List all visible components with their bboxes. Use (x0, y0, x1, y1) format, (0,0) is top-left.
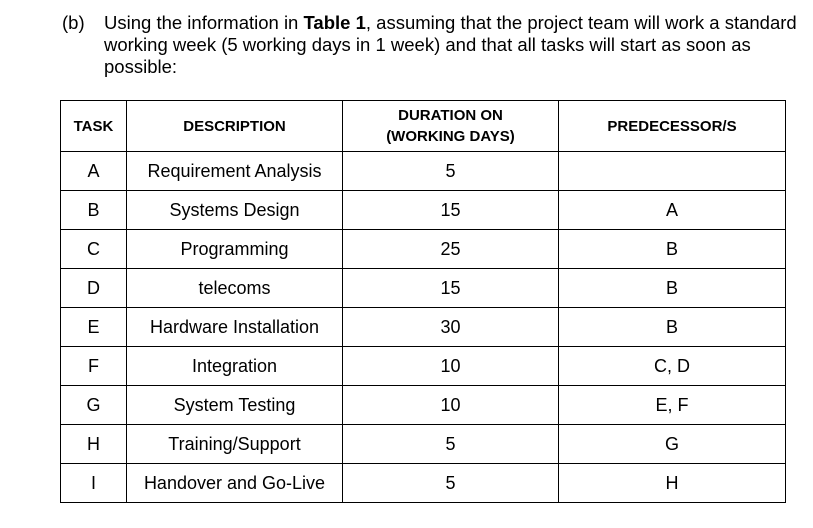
table-row (61, 308, 786, 347)
header-duration-line1: DURATION ON (398, 107, 503, 124)
cell-description: Integration (127, 347, 343, 386)
header-task: TASK (61, 101, 127, 152)
cell-description: Requirement Analysis (127, 152, 343, 191)
question-table-reference: Table 1 (303, 12, 366, 33)
table-row (61, 386, 786, 425)
header-duration (343, 101, 559, 152)
table-row (61, 347, 786, 386)
question-text (104, 12, 802, 78)
cell-description: Systems Design (127, 191, 343, 230)
task-table (60, 100, 786, 503)
cell-predecessor: B (559, 308, 786, 347)
question-text-after: , assuming that the project team will work a standard working week (5 working days in 1 week) and that all tasks will start as soon as possible: (104, 12, 797, 77)
header-predecessor: PREDECESSOR/S (559, 101, 786, 152)
table-row (61, 191, 786, 230)
header-description: DESCRIPTION (127, 101, 343, 152)
cell-task: C (61, 230, 127, 269)
cell-predecessor (559, 152, 786, 191)
question-text-before: Using the information in (104, 12, 304, 33)
cell-task: B (61, 191, 127, 230)
question-paragraph (62, 12, 802, 78)
cell-duration: 5 (343, 152, 559, 191)
cell-task: I (61, 464, 127, 503)
cell-task: D (61, 269, 127, 308)
cell-duration: 15 (343, 269, 559, 308)
table-row (61, 152, 786, 191)
cell-predecessor: A (559, 191, 786, 230)
cell-duration: 5 (343, 464, 559, 503)
cell-duration: 25 (343, 230, 559, 269)
cell-predecessor: H (559, 464, 786, 503)
cell-task: A (61, 152, 127, 191)
cell-predecessor: E, F (559, 386, 786, 425)
cell-task: H (61, 425, 127, 464)
header-duration-line2: (WORKING DAYS) (386, 128, 515, 145)
cell-duration: 30 (343, 308, 559, 347)
cell-description: telecoms (127, 269, 343, 308)
cell-duration: 10 (343, 347, 559, 386)
cell-duration: 15 (343, 191, 559, 230)
table-row (61, 230, 786, 269)
cell-task: E (61, 308, 127, 347)
cell-task: G (61, 386, 127, 425)
table-row (61, 425, 786, 464)
cell-description: Hardware Installation (127, 308, 343, 347)
cell-duration: 5 (343, 425, 559, 464)
table-row (61, 464, 786, 503)
cell-predecessor: B (559, 230, 786, 269)
cell-description: Programming (127, 230, 343, 269)
cell-description: System Testing (127, 386, 343, 425)
header-row (61, 101, 786, 152)
cell-description: Training/Support (127, 425, 343, 464)
cell-description: Handover and Go-Live (127, 464, 343, 503)
cell-predecessor: G (559, 425, 786, 464)
cell-duration: 10 (343, 386, 559, 425)
cell-task: F (61, 347, 127, 386)
table-row (61, 269, 786, 308)
question-label: (b) (62, 12, 85, 33)
cell-predecessor: C, D (559, 347, 786, 386)
cell-predecessor: B (559, 269, 786, 308)
